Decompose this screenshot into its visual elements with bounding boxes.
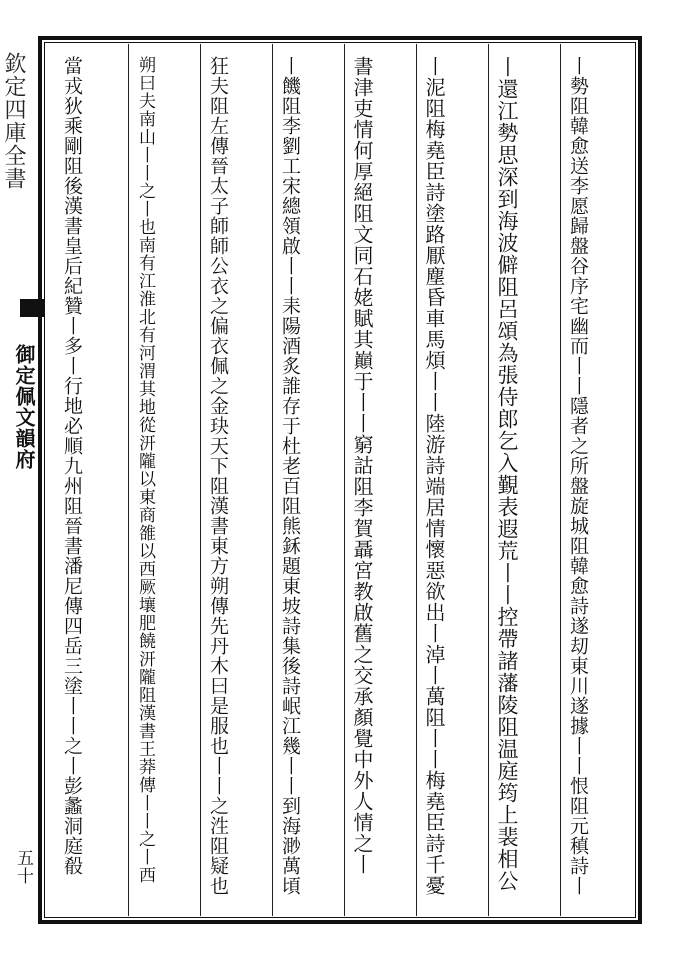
fishtail-mark — [20, 299, 44, 317]
edition-label: 御定佩文韻府 — [12, 344, 36, 470]
column-rule — [560, 44, 561, 916]
text-column-2: 丨還江勢思深到海波僻阻呂頌為張侍郎乞入覲表遐荒丨丨控帶諸藩陵阻温庭筠上裴相公 — [495, 56, 519, 892]
column-rule — [272, 44, 273, 916]
text-column-7: 朔曰夫南山丨丨之丨也南有江淮北有河渭其地從汧隴以東商雒以西厥壤肥饒汧隴阻漢書王莽傳丨丨之丨西 — [135, 56, 155, 884]
text-column-4: 書津吏情何厚絕阻文同石姥賦其巔于丨丨窮詁阻李賀聶宮教啟舊之交承顏覺中外人情之丨 — [350, 56, 374, 875]
text-column-1: 丨勢阻韓愈送李愿歸盤谷序宅幽而丨丨隱者之所盤旋城阻韓愈詩遂刧東川遂據丨丨恨阻元稹詩丨 — [567, 56, 589, 896]
page-number: 五十 — [13, 849, 33, 885]
text-column-8: 當戎狄乘剛阻後漢書皇后紀贊丨多丨行地必順九州阻晉書潘尼傳四岳三塗丨丨之丨彭蠡洞庭殽 — [61, 56, 83, 876]
column-rule — [344, 44, 345, 916]
column-rule — [200, 44, 201, 916]
text-column-6: 狂夫阻左傳晉太子師師公衣之偏衣佩之金玦天下阻漢書東方朔傳先丹木曰是服也丨丨之泩阻疑也 — [207, 56, 229, 896]
column-rule — [416, 44, 417, 916]
page-margin — [0, 44, 44, 916]
text-column-3: 丨泥阻梅堯臣詩塗路厭塵昏車馬煩丨丨陸游詩端居情懷惡欲出丨淖丨萬阻丨丨梅堯臣詩千憂 — [422, 56, 446, 896]
text-column-5: 丨饑阻李劉工宋總領啟丨丨耒陽酒炙誰存于杜老百阻熊鉌題東坡詩集後詩岷江幾丨丨到海渺萬頃 — [279, 56, 301, 896]
page-border-inner — [44, 42, 636, 918]
column-rule — [488, 44, 489, 916]
book-title: 欽定四庫全書 — [1, 52, 26, 190]
column-rule — [128, 44, 129, 916]
